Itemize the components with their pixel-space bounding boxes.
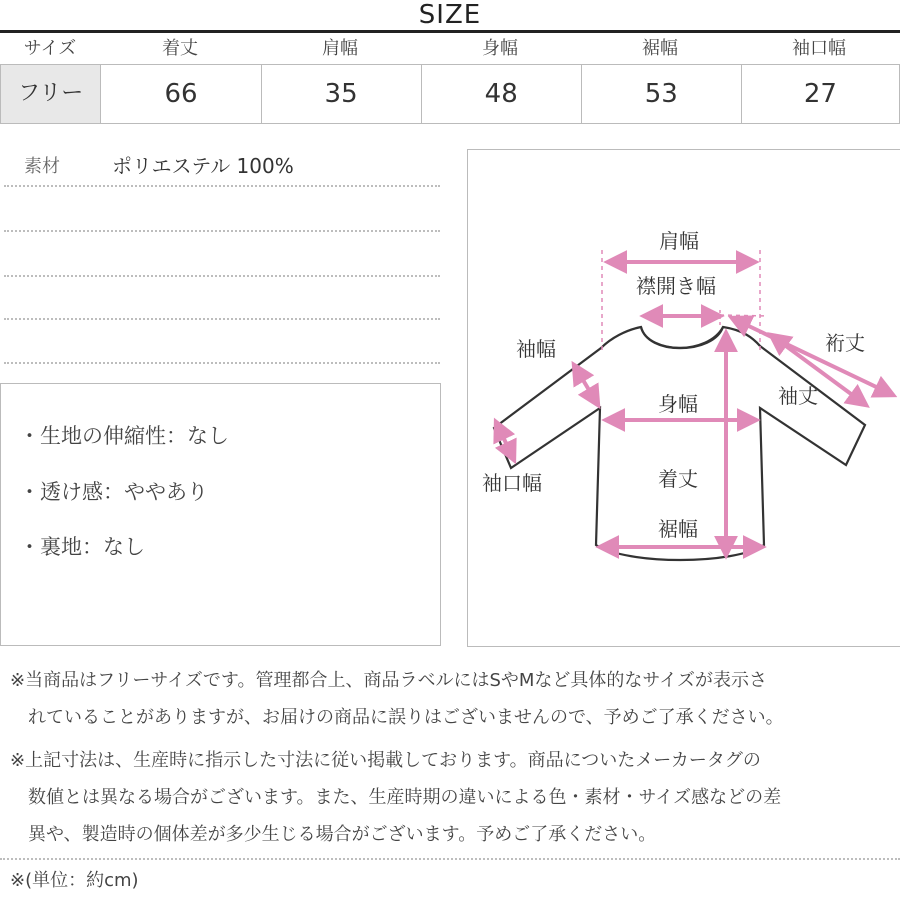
label-length: 着丈: [658, 467, 698, 491]
measurement-diagram: [467, 149, 900, 647]
header-shoulder: 肩幅: [322, 38, 358, 59]
note-2-line-2: 数値とは異なる場合がございます。また、生産時期の違いによる色・素材・サイズ感などの差: [28, 787, 782, 808]
header-cuff: 袖口幅: [792, 38, 846, 59]
unit-note: ※(単位：約cm): [10, 870, 139, 891]
property-stretch: ・生地の伸縮性：なし: [19, 424, 229, 448]
table-row: [0, 64, 900, 124]
property-lining: ・裏地：なし: [19, 535, 145, 559]
value-body-width: 48: [421, 65, 581, 123]
note-1-line-1: ※当商品はフリーサイズです。管理都合上、商品ラベルにはSやMなど具体的なサイズが表示さ: [10, 670, 767, 691]
divider: [0, 858, 900, 860]
material-value: ポリエステル 100%: [112, 154, 294, 178]
notes-section: [10, 662, 895, 853]
note-2-line-1: ※上記寸法は、生産時に指示した寸法に従い掲載しております。商品についたメーカータグの: [10, 750, 761, 771]
note-1-line-2: れていることがありますが、お届けの商品に誤りはございませんので、予めご了承ください。: [28, 707, 784, 728]
material-section: [0, 150, 440, 380]
label-hem: 裾幅: [658, 517, 698, 541]
divider: [4, 230, 440, 232]
label-body-width: 身幅: [658, 392, 698, 416]
header-body-width: 身幅: [482, 38, 518, 59]
size-table-header: [0, 34, 900, 64]
value-cuff: 27: [741, 65, 899, 123]
label-cuff: 袖口幅: [482, 471, 542, 495]
label-shoulder: 肩幅: [659, 229, 699, 253]
material-label: 素材: [24, 156, 60, 177]
sleeve-width-arrow: [574, 365, 598, 405]
divider: [4, 185, 440, 187]
label-sleeve-length: 袖丈: [778, 384, 818, 408]
title-rule: [0, 30, 900, 33]
size-free: フリー: [1, 65, 100, 123]
value-length: 66: [100, 65, 260, 123]
label-neck: 襟開き幅: [636, 274, 716, 298]
divider: [4, 362, 440, 364]
fabric-properties-box: [0, 383, 441, 646]
label-yuki: 裄丈: [825, 331, 865, 355]
header-length: 着丈: [162, 38, 198, 59]
header-size: サイズ: [23, 38, 77, 59]
neckline: [641, 327, 723, 348]
divider: [4, 318, 440, 320]
property-sheer: ・透け感：ややあり: [19, 480, 208, 504]
label-sleeve-width: 袖幅: [516, 337, 556, 361]
divider: [4, 275, 440, 277]
garment-diagram-svg: [468, 150, 900, 648]
note-2-line-3: 異や、製造時の個体差が多少生じる場合がございます。予めご了承ください。: [28, 824, 657, 845]
value-shoulder: 35: [261, 65, 421, 123]
size-title: SIZE: [418, 0, 482, 30]
header-hem: 裾幅: [642, 38, 678, 59]
value-hem: 53: [581, 65, 741, 123]
